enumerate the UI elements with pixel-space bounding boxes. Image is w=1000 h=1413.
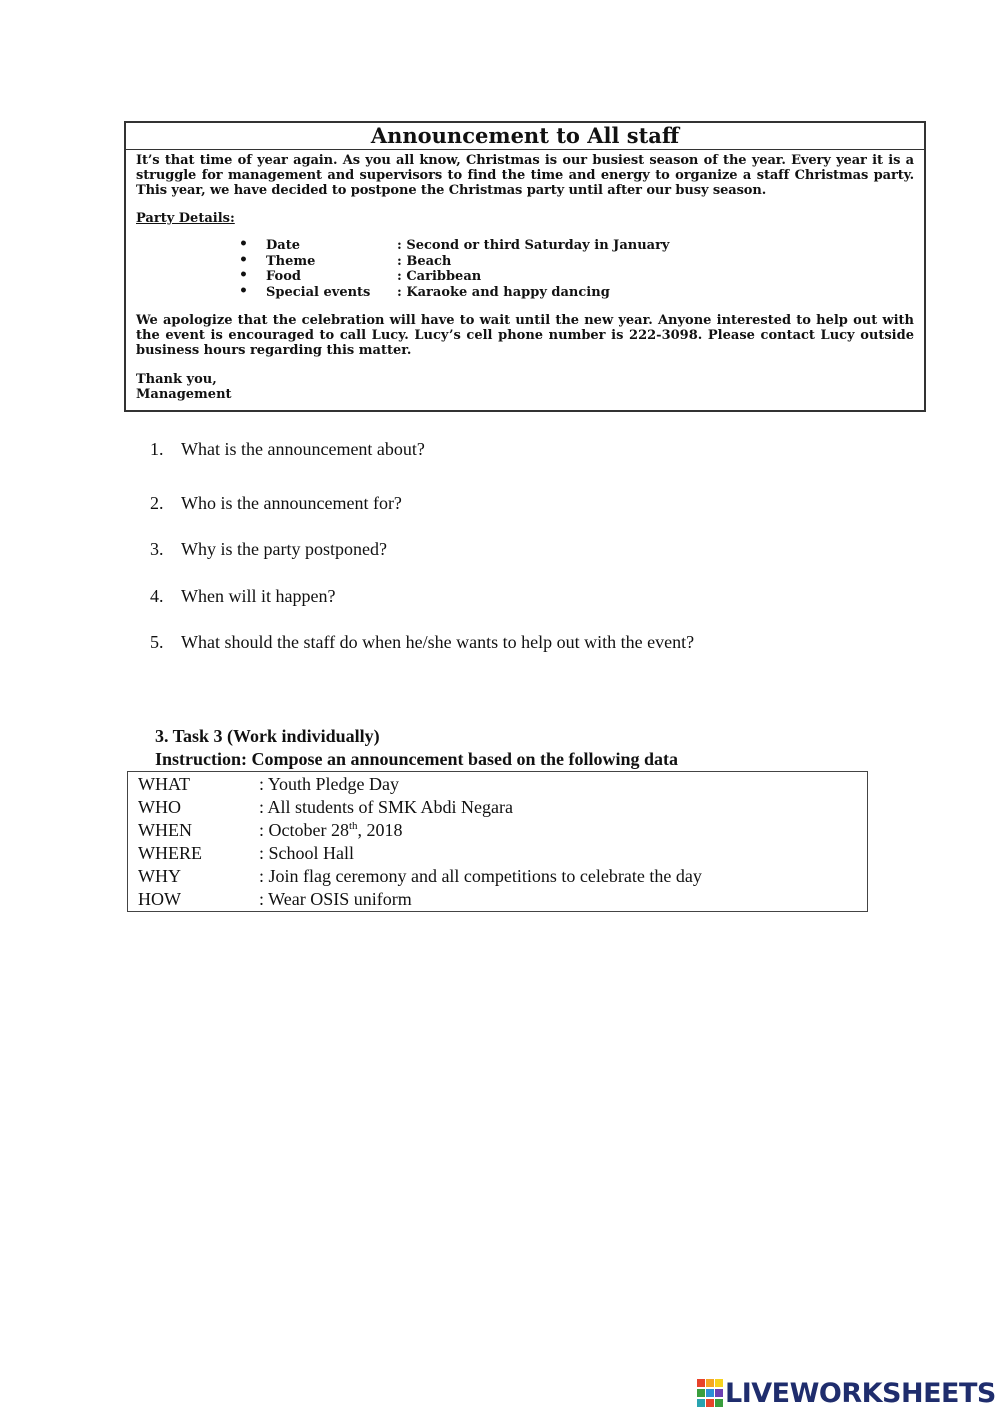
closing-thanks: Thank you, — [136, 372, 217, 387]
detail-item-food: • Food : Caribbean — [236, 269, 914, 285]
detail-item-special-events: • Special events : Karaoke and happy dancing — [236, 285, 914, 301]
liveworksheets-logo — [697, 1378, 996, 1408]
task3-instruction: Instruction: Compose an announcement based on the following data — [155, 749, 679, 769]
question-item: 3. Why is the party postponed? — [150, 539, 387, 559]
table-row: WHEN : October 28th, 2018 — [138, 820, 403, 840]
liveworksheets-logo-text: LIVEWORKSHEETS — [725, 1377, 996, 1409]
party-details-label: Party Details: — [136, 211, 235, 226]
table-row: HOW : Wear OSIS uniform — [138, 889, 412, 909]
detail-item-theme: • Theme : Beach — [236, 254, 914, 270]
question-item: 2. Who is the announcement for? — [150, 493, 402, 513]
announcement-data-table — [127, 771, 868, 912]
closing-signature: Management — [136, 387, 232, 402]
announcement-title: Announcement to All staff — [126, 124, 924, 150]
liveworksheets-logo-icon — [697, 1379, 723, 1407]
announcement-paragraph-1: It’s that time of year again. As you all know, Christmas is our busiest season of the year. Every year it is a struggle for management and supervisors to find the time and energy to organize a staff Christmas party. This year, we have decided to postpone the Christmas party until after our busy season. — [136, 153, 914, 198]
detail-item-date: • Date : Second or third Saturday in January — [236, 238, 914, 254]
question-item: 5. What should the staff do when he/she wants to help out with the event? — [150, 632, 695, 652]
table-row: WHO : All students of SMK Abdi Negara — [138, 797, 513, 817]
announcement-box — [124, 121, 926, 412]
announcement-paragraph-2: We apologize that the celebration will have to wait until the new year. Anyone interested to help out with the event is encouraged to call Lucy. Lucy’s cell phone number is 222-3098. Please contact Lucy outside business hours regarding this matter. — [136, 313, 914, 358]
table-row: WHERE : School Hall — [138, 843, 354, 863]
question-item: 4. When will it happen? — [150, 586, 336, 606]
question-item: 1. What is the announcement about? — [150, 439, 425, 459]
party-details-list — [236, 238, 914, 300]
table-row: WHY : Join flag ceremony and all competitions to celebrate the day — [138, 866, 702, 886]
task3-heading: 3. Task 3 (Work individually) — [155, 726, 380, 746]
table-row: WHAT : Youth Pledge Day — [138, 774, 400, 794]
